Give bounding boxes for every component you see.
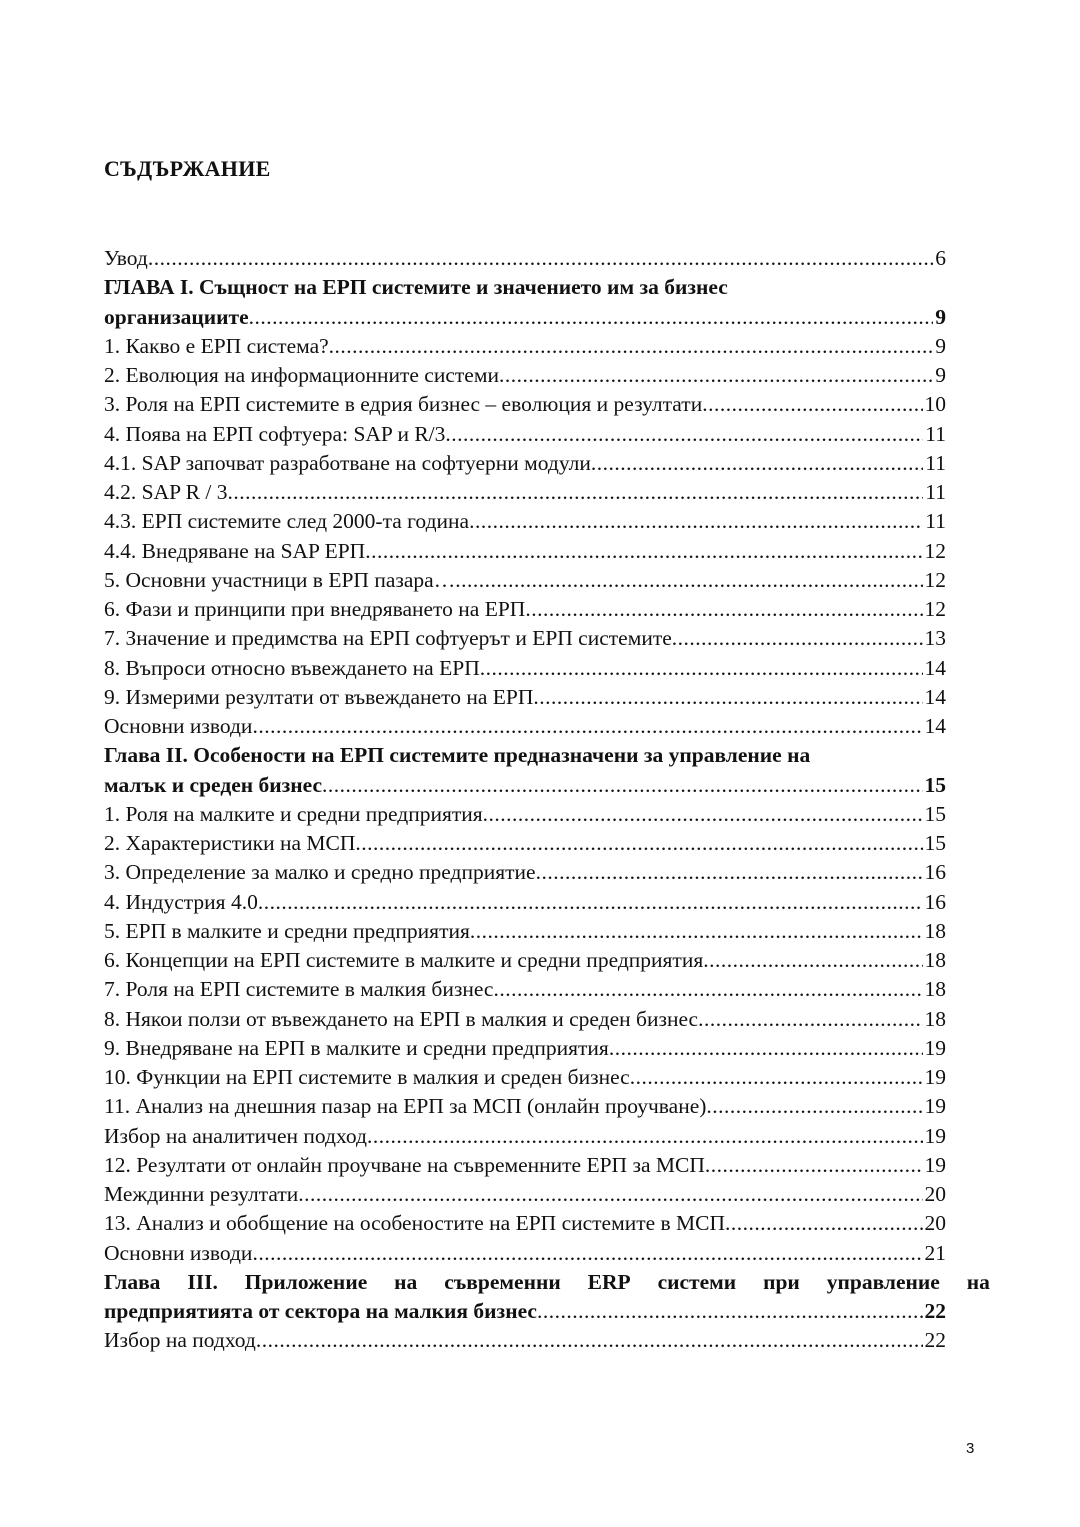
toc-entry: [104, 1122, 946, 1151]
toc-entry-text: 4. Индустрия 4.0: [104, 889, 258, 914]
toc-entry-page: 18: [924, 977, 946, 1002]
toc-entry-page: 20: [924, 1182, 946, 1206]
toc-entry-text: 2. Характеристики на МСП: [104, 831, 356, 855]
toc-entry-page: 19: [924, 1035, 946, 1060]
toc-entry-text: Основни изводи: [104, 1240, 253, 1265]
toc-entry-page: 9: [935, 304, 946, 329]
dot-leader: [329, 332, 934, 361]
toc-entry: [104, 566, 946, 595]
table-of-contents: [104, 244, 990, 1356]
toc-entry: [104, 449, 946, 478]
toc-entry-text: 6. Фази и принципи при внедряването на ЕРП: [104, 597, 526, 621]
toc-entry-page: 11: [925, 509, 946, 534]
toc-entry-text: 10. Функции на ЕРП системите в малкия и среден бизнес: [104, 1065, 630, 1089]
toc-entry: [104, 624, 946, 653]
toc-entry-text: 1. Роля на малките и средни предприятия: [104, 801, 483, 826]
toc-entry-page: 20: [924, 1211, 946, 1236]
toc-entry: [104, 683, 946, 712]
page-number: 3: [966, 1440, 975, 1457]
dot-leader: [702, 390, 922, 419]
toc-entry-page: 12: [924, 597, 946, 621]
toc-entry-text: 9. Внедряване на ЕРП в малките и средни предприятия: [104, 1035, 609, 1060]
dot-leader: [536, 858, 923, 887]
toc-entry: [104, 712, 946, 741]
page-title: СЪДЪРЖАНИЕ: [104, 156, 271, 181]
toc-entry-text: 6. Концепции на ЕРП системите в малките и средни предприятия: [104, 948, 704, 972]
dot-leader: [252, 1239, 922, 1268]
dot-leader: [355, 829, 922, 858]
toc-entry-page: 15: [924, 831, 946, 855]
toc-entry-text: малък и среден бизнес: [104, 772, 323, 797]
toc-entry: [104, 595, 946, 624]
dot-leader: [705, 1151, 923, 1180]
dot-leader: [591, 449, 923, 478]
toc-entry-page: 14: [924, 684, 946, 709]
heading-word: Приложение: [244, 1269, 368, 1294]
heading-word: управление: [826, 1269, 940, 1294]
dot-leader: [252, 712, 922, 741]
toc-entry-page: 15: [924, 772, 946, 797]
dot-leader: [249, 303, 934, 332]
toc-entry-page: 13: [924, 626, 946, 651]
toc-entry: [104, 478, 946, 507]
toc-entry: [104, 771, 946, 800]
toc-entry: [104, 946, 946, 975]
toc-entry-page: 11: [925, 421, 946, 446]
dot-leader: [470, 917, 923, 946]
toc-entry-page: 18: [924, 918, 946, 943]
toc-entry-page: 19: [924, 1152, 946, 1177]
toc-entry-page: 22: [924, 1328, 946, 1353]
chapter-heading: ГЛАВА I. Същност на ЕРП системите и значението им за бизнес: [104, 275, 728, 300]
toc-entry-page: 12: [924, 567, 946, 592]
toc-entry-text: Увод: [104, 246, 148, 270]
toc-entry-text: 4. Поява на ЕРП софтуера: SAP и R/3: [104, 421, 446, 446]
toc-entry: [104, 1063, 946, 1092]
chapter-heading: Глава II. Особености на ЕРП системите предназначени за управление на: [104, 743, 811, 768]
dot-leader: [698, 1005, 922, 1034]
toc-entry-page: 18: [924, 1006, 946, 1031]
heading-word: съвременни: [444, 1269, 561, 1294]
toc-entry: [104, 917, 946, 946]
toc-entry-text: Основни изводи: [104, 714, 253, 738]
chapter-heading: [104, 1268, 990, 1297]
toc-entry: [104, 244, 946, 273]
toc-entry-text: 13. Анализ и обобщение на особеностите на ЕРП системите в МСП: [104, 1211, 726, 1236]
toc-entry-text: 3. Определение за малко и средно предприятие: [104, 860, 536, 885]
toc-entry-page: 19: [924, 1065, 946, 1089]
toc-entry: [104, 1209, 946, 1238]
toc-entry: [104, 975, 946, 1004]
dot-leader: [493, 975, 922, 1004]
dot-leader: [367, 1122, 923, 1151]
heading-word: Глава: [104, 1269, 161, 1294]
toc-entry: [104, 507, 946, 536]
toc-entry: [104, 332, 946, 361]
toc-entry: [104, 361, 946, 390]
dot-leader: [706, 1092, 922, 1121]
toc-entry-page: 19: [924, 1123, 946, 1148]
dot-leader: [537, 1297, 923, 1326]
toc-entry: [104, 1239, 946, 1268]
heading-word: при: [763, 1269, 800, 1294]
toc-entry-text: Междинни резултати: [104, 1182, 299, 1206]
toc-entry: [104, 888, 946, 917]
dot-leader: [525, 595, 922, 624]
toc-entry: [104, 858, 946, 887]
toc-entry-page: 22: [924, 1299, 946, 1323]
toc-entry-text: 9. Измерими резултати от въвеждането на ЕРП: [104, 684, 534, 709]
toc-entry-page: 16: [924, 860, 946, 885]
toc-entry-text: 7. Значение и предимства на ЕРП софтуерът и ЕРП системите: [104, 626, 672, 651]
toc-entry-page: 14: [924, 655, 946, 680]
toc-entry: [104, 1297, 946, 1326]
toc-entry-text: 3. Роля на ЕРП системите в едрия бизнес – еволюция и резултати: [104, 392, 703, 417]
toc-entry: [104, 1151, 946, 1180]
toc-entry: [104, 1092, 946, 1121]
toc-entry-page: 19: [924, 1094, 946, 1119]
toc-entry: [104, 1180, 946, 1209]
toc-entry: [104, 1034, 946, 1063]
dot-leader: [455, 566, 922, 595]
toc-entry-text: 4.4. Внедряване на SAP ЕРП: [104, 538, 366, 563]
dot-leader: [445, 420, 923, 449]
toc-entry-text: 4.3. ЕРП системите след 2000-та година: [104, 509, 470, 534]
toc-entry: [104, 800, 946, 829]
dot-leader: [703, 946, 922, 975]
toc-entry-text: 5. Основни участници в ЕРП пазара…: [104, 567, 456, 592]
toc-entry-text: 12. Резултати от онлайн проучване на съвременните ЕРП за МСП: [104, 1152, 705, 1177]
toc-entry-text: 1. Какво е ЕРП система?: [104, 333, 329, 358]
toc-entry-text: 11. Анализ на днешния пазар на ЕРП за МСП (онлайн проучване): [104, 1094, 707, 1119]
toc-entry-page: 11: [925, 450, 946, 475]
toc-entry: [104, 654, 946, 683]
dot-leader: [227, 478, 923, 507]
toc-entry: [104, 1326, 946, 1355]
toc-entry-text: 5. ЕРП в малките и средни предприятия: [104, 918, 470, 943]
toc-entry: [104, 1005, 946, 1034]
heading-word: III.: [187, 1269, 218, 1294]
dot-leader: [322, 771, 922, 800]
dot-leader: [725, 1209, 922, 1238]
toc-entry-text: 8. Въпроси относно въвеждането на ЕРП: [104, 655, 480, 680]
dot-leader: [298, 1180, 922, 1209]
toc-entry-text: 4.1. SAP започват разработване на софтуерни модули: [104, 450, 591, 475]
toc-entry-page: 10: [924, 392, 946, 417]
toc-entry-page: 21: [924, 1240, 946, 1265]
toc-entry-page: 9: [935, 333, 946, 358]
toc-entry-page: 14: [924, 714, 946, 738]
dot-leader: [533, 683, 922, 712]
toc-entry-page: 11: [925, 480, 946, 504]
dot-leader: [256, 1326, 923, 1355]
dot-leader: [499, 361, 933, 390]
toc-entry-page: 9: [935, 363, 946, 387]
heading-word: системи: [657, 1269, 737, 1294]
dot-leader: [672, 624, 923, 653]
toc-entry-text: 4.2. SAP R / 3: [104, 480, 228, 504]
toc-entry-text: предприятията от сектора на малкия бизнес: [104, 1299, 537, 1323]
dot-leader: [365, 537, 922, 566]
toc-entry-page: 6: [935, 246, 946, 270]
dot-leader: [480, 654, 923, 683]
toc-entry: [104, 303, 946, 332]
heading-word: на: [966, 1269, 990, 1294]
dot-leader: [469, 507, 923, 536]
toc-entry-page: 12: [924, 538, 946, 563]
toc-entry: [104, 537, 946, 566]
toc-entry-text: 7. Роля на ЕРП системите в малкия бизнес: [104, 977, 494, 1002]
toc-entry: [104, 829, 946, 858]
toc-entry-page: 18: [924, 948, 946, 972]
toc-entry-page: 15: [924, 801, 946, 826]
dot-leader: [148, 244, 933, 273]
toc-entry-text: организациите: [104, 304, 249, 329]
toc-entry-page: 16: [924, 889, 946, 914]
dot-leader: [258, 888, 923, 917]
toc-entry: [104, 420, 946, 449]
toc-entry-text: 8. Някои ползи от въвеждането на ЕРП в малкия и среден бизнес: [104, 1006, 699, 1031]
toc-entry-text: Избор на аналитичен подход: [104, 1123, 367, 1148]
dot-leader: [609, 1034, 923, 1063]
dot-leader: [483, 800, 923, 829]
toc-entry-text: 2. Еволюция на информационните системи: [104, 363, 499, 387]
dot-leader: [630, 1063, 923, 1092]
toc-entry-text: Избор на подход: [104, 1328, 256, 1353]
heading-word: ERP: [587, 1269, 631, 1294]
heading-word: на: [394, 1269, 418, 1294]
toc-entry: [104, 390, 946, 419]
